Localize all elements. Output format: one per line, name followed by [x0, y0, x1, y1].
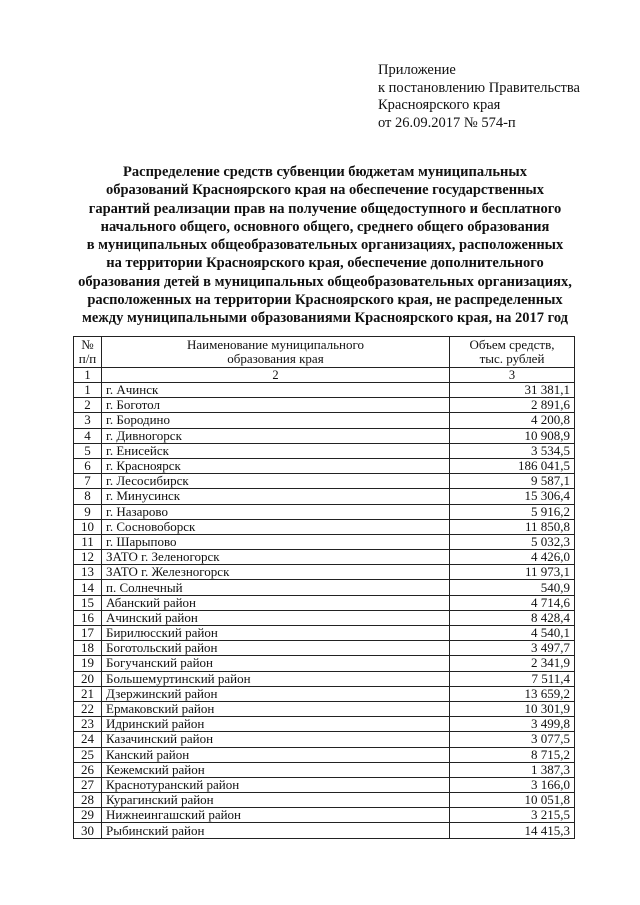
amount-value: 5 032,3 [450, 534, 575, 549]
amount-value: 7 511,4 [450, 671, 575, 686]
municipality-name: п. Солнечный [102, 580, 450, 595]
table-row [74, 641, 575, 656]
amount-value: 186 041,5 [450, 458, 575, 473]
row-number: 23 [74, 717, 102, 732]
municipality-name: г. Минусинск [102, 489, 450, 504]
column-number: 3 [450, 368, 575, 383]
municipality-name: Кежемский район [102, 762, 450, 777]
header-number-line-1: № [81, 337, 94, 352]
table-row [74, 656, 575, 671]
title-line: начального общего, основного общего, среднего общего образования [100, 218, 550, 235]
table-row [74, 793, 575, 808]
amount-value: 2 891,6 [450, 398, 575, 413]
row-number: 4 [74, 428, 102, 443]
table-row [74, 550, 575, 565]
amount-value: 10 301,9 [450, 701, 575, 716]
table-row [74, 610, 575, 625]
row-number: 2 [74, 398, 102, 413]
row-number: 13 [74, 565, 102, 580]
municipality-name: Боготольский район [102, 641, 450, 656]
row-number: 22 [74, 701, 102, 716]
title-line: в муниципальных общеобразовательных организациях, расположенных [86, 237, 564, 254]
table-row [74, 474, 575, 489]
municipality-name: г. Красноярск [102, 458, 450, 473]
table-row [74, 762, 575, 777]
title-line: расположенных на территории Красноярского края, не распределенных [87, 292, 563, 309]
header-amount [450, 337, 575, 368]
municipality-name: г. Енисейск [102, 443, 450, 458]
municipality-name: Рыбинский район [102, 823, 450, 838]
table-row [74, 717, 575, 732]
amount-value: 4 540,1 [450, 626, 575, 641]
header-name [102, 337, 450, 368]
table-body [74, 383, 575, 839]
table-row [74, 489, 575, 504]
title-line: на территории Красноярского края, обеспечение дополнительного [106, 255, 544, 272]
header-amount-line-1: Объем средств, [469, 337, 555, 352]
amount-value: 4 714,6 [450, 595, 575, 610]
row-number: 29 [74, 808, 102, 823]
municipality-name: г. Ачинск [102, 383, 450, 398]
header-name-line-1: Наименование муниципального [186, 337, 365, 352]
table-row [74, 383, 575, 398]
header-name-line-2: образования края [227, 351, 324, 366]
title-line: Распределение средств субвенции бюджетам муниципальных [123, 164, 527, 180]
row-number: 26 [74, 762, 102, 777]
row-number: 21 [74, 686, 102, 701]
row-number: 18 [74, 641, 102, 656]
table-row [74, 428, 575, 443]
row-number: 9 [74, 504, 102, 519]
table-row [74, 443, 575, 458]
row-number: 15 [74, 595, 102, 610]
municipality-name: г. Шарыпово [102, 534, 450, 549]
table-row [74, 701, 575, 716]
municipality-name: Абанский район [102, 595, 450, 610]
amount-value: 5 916,2 [450, 504, 575, 519]
table-row [74, 519, 575, 534]
municipality-name: Богучанский район [102, 656, 450, 671]
municipality-name: Краснотуранский район [102, 777, 450, 792]
annex-line-3: Красноярского края [378, 97, 501, 113]
amount-value: 8 428,4 [450, 610, 575, 625]
row-number: 10 [74, 519, 102, 534]
municipality-name: Нижнеингашский район [102, 808, 450, 823]
amount-value: 3 215,5 [450, 808, 575, 823]
document-title [60, 163, 590, 328]
row-number: 3 [74, 413, 102, 428]
amount-value: 11 850,8 [450, 519, 575, 534]
table-row [74, 747, 575, 762]
title-line: гарантий реализации прав на получение общедоступного и бесплатного [88, 200, 562, 217]
amount-value: 3 077,5 [450, 732, 575, 747]
header-amount-line-2: тыс. рублей [479, 351, 545, 366]
amount-value: 4 200,8 [450, 413, 575, 428]
annex-line-1: Приложение [378, 62, 456, 78]
amount-value: 31 381,1 [450, 383, 575, 398]
amount-value: 10 051,8 [450, 793, 575, 808]
table-row [74, 565, 575, 580]
row-number: 27 [74, 777, 102, 792]
municipality-name: Бирилюсский район [102, 626, 450, 641]
municipality-name: ЗАТО г. Зеленогорск [102, 550, 450, 565]
amount-value: 3 499,8 [450, 717, 575, 732]
table-row [74, 504, 575, 519]
amount-value: 14 415,3 [450, 823, 575, 838]
table-row [74, 777, 575, 792]
amount-value: 2 341,9 [450, 656, 575, 671]
amount-value: 3 534,5 [450, 443, 575, 458]
row-number: 16 [74, 610, 102, 625]
column-number-row [74, 368, 575, 383]
amount-value: 9 587,1 [450, 474, 575, 489]
title-line: образований Красноярского края на обеспечение государственных [105, 182, 544, 199]
table-row [74, 580, 575, 595]
row-number: 7 [74, 474, 102, 489]
annex-line-4: от 26.09.2017 № 574-п [378, 114, 516, 131]
row-number: 17 [74, 626, 102, 641]
amount-value: 11 973,1 [450, 565, 575, 580]
row-number: 6 [74, 458, 102, 473]
table-row [74, 823, 575, 838]
row-number: 20 [74, 671, 102, 686]
amount-value: 8 715,2 [450, 747, 575, 762]
municipality-name: Курагинский район [102, 793, 450, 808]
amount-value: 10 908,9 [450, 428, 575, 443]
header-number-line-2: п/п [78, 351, 97, 366]
table-row [74, 534, 575, 549]
municipality-name: г. Бородино [102, 413, 450, 428]
municipality-name: г. Лесосибирск [102, 474, 450, 489]
table-row [74, 686, 575, 701]
title-line: между муниципальными образованиями Красноярского края, на 2017 год [81, 310, 569, 327]
amount-value: 540,9 [450, 580, 575, 595]
row-number: 28 [74, 793, 102, 808]
row-number: 12 [74, 550, 102, 565]
row-number: 19 [74, 656, 102, 671]
column-number: 1 [74, 368, 102, 383]
row-number: 5 [74, 443, 102, 458]
amount-value: 13 659,2 [450, 686, 575, 701]
table-row [74, 413, 575, 428]
header-row [74, 337, 575, 368]
municipality-name: г. Боготол [102, 398, 450, 413]
table-row [74, 808, 575, 823]
amount-value: 4 426,0 [450, 550, 575, 565]
row-number: 8 [74, 489, 102, 504]
municipality-name: Дзержинский район [102, 686, 450, 701]
amount-value: 1 387,3 [450, 762, 575, 777]
municipality-name: Ачинский район [102, 610, 450, 625]
table-row [74, 398, 575, 413]
municipality-name: Казачинский район [102, 732, 450, 747]
municipality-name: г. Сосновоборск [102, 519, 450, 534]
municipality-name: ЗАТО г. Железногорск [102, 565, 450, 580]
annex-line-2: к постановлению Правительства [378, 79, 580, 96]
row-number: 1 [74, 383, 102, 398]
header-number [74, 337, 102, 368]
municipality-name: Ермаковский район [102, 701, 450, 716]
distribution-table [73, 336, 575, 839]
table-row [74, 626, 575, 641]
row-number: 11 [74, 534, 102, 549]
table-row [74, 671, 575, 686]
amount-value: 3 497,7 [450, 641, 575, 656]
amount-value: 15 306,4 [450, 489, 575, 504]
amount-value: 3 166,0 [450, 777, 575, 792]
row-number: 24 [74, 732, 102, 747]
row-number: 25 [74, 747, 102, 762]
table-row [74, 732, 575, 747]
municipality-name: Большемуртинский район [102, 671, 450, 686]
municipality-name: Идринский район [102, 717, 450, 732]
municipality-name: г. Назарово [102, 504, 450, 519]
municipality-name: Канский район [102, 747, 450, 762]
municipality-name: г. Дивногорск [102, 428, 450, 443]
column-number: 2 [102, 368, 450, 383]
table-row [74, 595, 575, 610]
row-number: 30 [74, 823, 102, 838]
annex-block [378, 62, 580, 132]
title-line: образования детей в муниципальных общеобразовательных организациях, [78, 273, 572, 290]
row-number: 14 [74, 580, 102, 595]
table-row [74, 458, 575, 473]
